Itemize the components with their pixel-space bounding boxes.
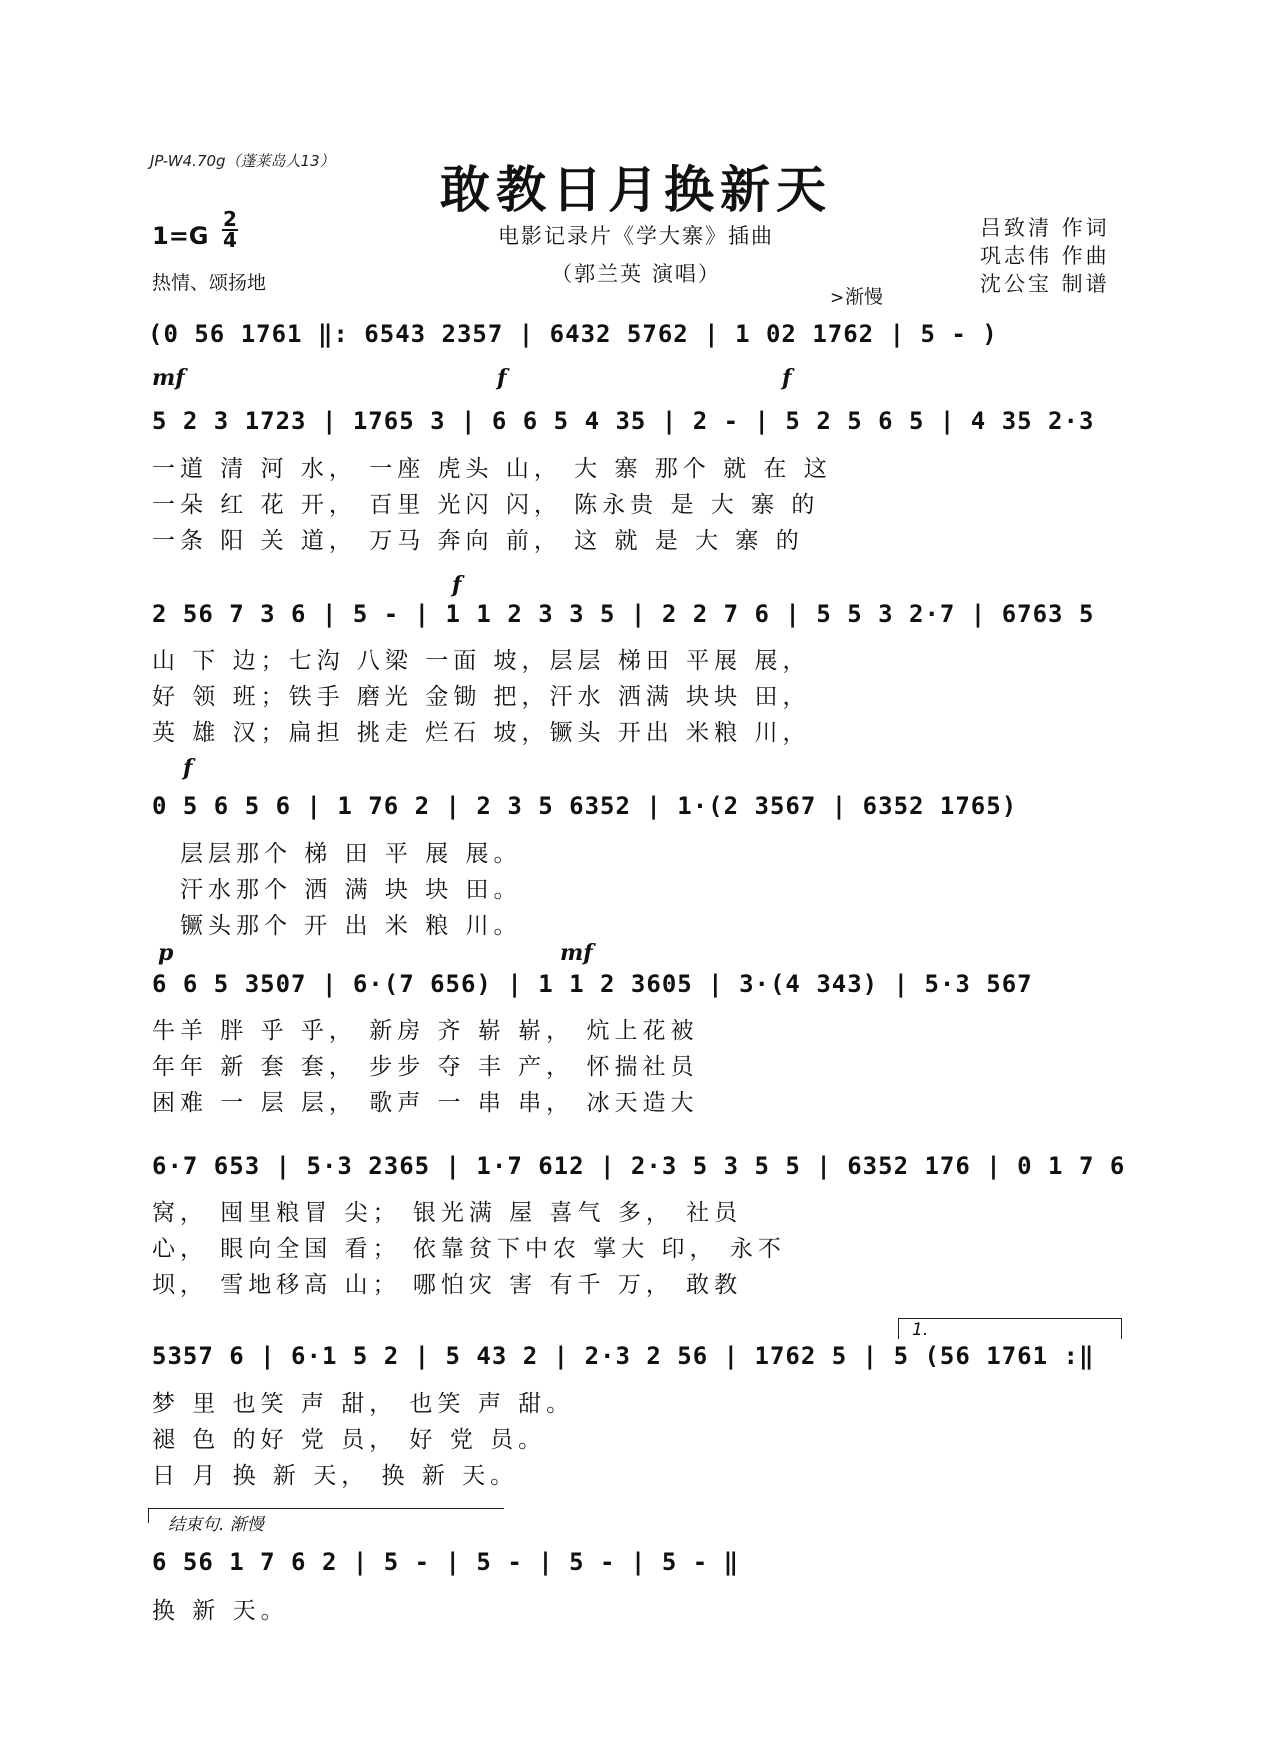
notation-line-4: 0 5 6 5 6 | 1 76 2 | 2 3 5 6352 | 1·(2 3567 | 6352 1765) [152,792,1018,820]
lyric-line-6-verse-2: 心， 眼向全国 看； 依靠贫下中农 掌大 印， 永不 [152,1236,786,1262]
source-label: JP-W4.70g（蓬莱岛人13） [150,152,335,170]
lyric-line-2-verse-2: 一朵 红 花 开， 百里 光闪 闪， 陈永贵 是 大 寨 的 [152,492,820,518]
singer-credit: （郭兰英 演唱） [551,262,721,286]
lyric-line-3-verse-2: 好 领 班；铁手 磨光 金锄 把，汗水 洒满 块块 田， [152,684,811,710]
notation-line-8: 6 56 1 7 6 2 | 5 - | 5 - | 5 - | 5 - ‖ [152,1548,740,1576]
notation-line-7: 5357 6 | 6·1 5 2 | 5 43 2 | 2·3 2 56 | 1762 5 | 5 (56 1761 :‖ [152,1342,1095,1370]
meter-bottom: 4 [223,228,237,252]
dynamic-mark: p [158,940,174,966]
lyric-line-6-verse-3: 坝， 雪地移高 山； 哪怕灾 害 有千 万， 敢教 [152,1272,743,1298]
arranger-credit: 沈公宝 制谱 [980,272,1110,296]
dynamic-mark: f [782,365,792,391]
dynamic-mark: f [452,572,462,598]
key-signature: 1=G [152,222,209,250]
ending-marking: 结束句. 渐慢 [168,1515,264,1535]
song-title: 敢教日月换新天 [440,160,832,219]
lyric-line-2-verse-1: 一道 清 河 水， 一座 虎头 山， 大 寨 那个 就 在 这 [152,456,832,482]
notation-line-2: 5 2 3 1723 | 1765 3 | 6 6 5 4 35 | 2 - | 5 2 5 6 5 | 4 35 2·3 [152,407,1095,435]
dynamic-mark: f [497,365,507,391]
lyric-line-4-verse-1: 层层那个 梯 田 平 展 展。 [180,841,522,867]
notation-line-3: 2 56 7 3 6 | 5 - | 1 1 2 3 3 5 | 2 2 7 6 | 5 5 3 2·7 | 6763 5 [152,600,1095,628]
lyricist-credit: 吕致清 作词 [980,216,1110,240]
lyric-line-4-verse-2: 汗水那个 洒 满 块 块 田。 [180,877,522,903]
lyric-line-3-verse-1: 山 下 边；七沟 八梁 一面 坡，层层 梯田 平展 展， [152,648,811,674]
dynamic-mark: f [183,755,193,781]
dynamic-mark: mf [560,940,593,966]
lyric-line-4-verse-3: 镢头那个 开 出 米 粮 川。 [180,913,522,939]
lyric-line-2-verse-3: 一条 阳 关 道， 万马 奔向 前， 这 就 是 大 寨 的 [152,528,804,554]
lyric-line-7-verse-3: 日 月 换 新 天， 换 新 天。 [152,1463,519,1489]
lyric-line-5-verse-1: 牛羊 胖 乎 乎， 新房 齐 崭 崭， 炕上花被 [152,1018,699,1044]
notation-line-5: 6 6 5 3507 | 6·(7 656) | 1 1 2 3605 | 3·(4 343) | 5·3 567 [152,970,1033,998]
accent-mark: > [830,288,845,308]
lyric-line-7-verse-1: 梦 里 也笑 声 甜， 也笑 声 甜。 [152,1391,575,1417]
lyric-line-6-verse-1: 窝， 囤里粮冒 尖； 银光满 屋 喜气 多， 社员 [152,1200,743,1226]
tempo-marking: 热情、颂扬地 [152,272,267,294]
dynamic-mark: mf [152,365,185,391]
composer-credit: 巩志伟 作曲 [980,244,1110,268]
tempo-change-mark: 渐慢 [845,286,884,308]
subtitle: 电影记录片《学大寨》插曲 [498,224,774,248]
lyric-line-5-verse-2: 年年 新 套 套， 步步 夺 丰 产， 怀揣社员 [152,1054,699,1080]
volta-bracket [898,1318,1122,1339]
lyric-line-8: 换 新 天。 [152,1598,289,1624]
lyric-line-7-verse-2: 褪 色 的好 党 员， 好 党 员。 [152,1427,547,1453]
notation-line-1: (0 56 1761 ‖: 6543 2357 | 6432 5762 | 1 02 1762 | 5 - ) [148,320,998,348]
lyric-line-5-verse-3: 困难 一 层 层， 歌声 一 串 串， 冰天造大 [152,1090,699,1116]
meter-top: 2 [223,207,237,231]
volta-number: 1. [912,1320,929,1340]
notation-line-6: 6·7 653 | 5·3 2365 | 1·7 612 | 2·3 5 3 5 5 | 6352 176 | 0 1 7 6 [152,1152,1126,1180]
lyric-line-3-verse-3: 英 雄 汉；扁担 挑走 烂石 坡，镢头 开出 米粮 川， [152,720,811,746]
